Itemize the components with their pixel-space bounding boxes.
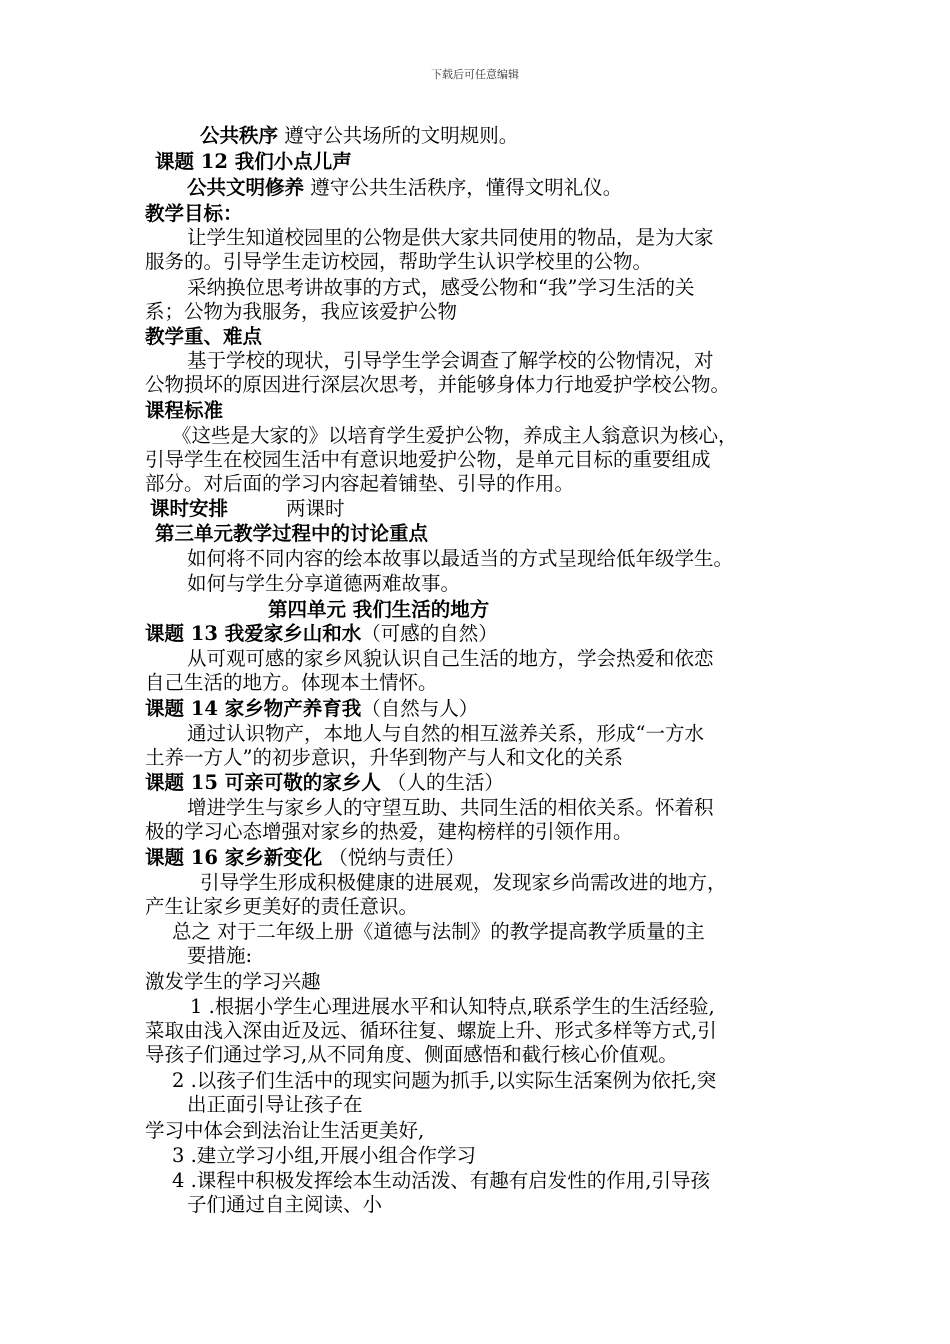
lesson-16-subtitle: （悦纳与责任） bbox=[322, 846, 465, 869]
lesson-13-line-2: 自己生活的地方。体现本土情怀。 bbox=[145, 671, 438, 694]
lesson-13-subtitle: （可感的自然） bbox=[361, 622, 498, 645]
lesson-15-line bbox=[145, 771, 504, 795]
lesson-15-subtitle: （人的生活） bbox=[380, 771, 504, 794]
key-points-line-1: 基于学校的现状，引导学生学会调查了解学校的公物情况，对 bbox=[187, 349, 714, 372]
lesson-13-line bbox=[145, 622, 498, 646]
goals-para-2-line-2: 系；公物为我服务，我应该爱护公物 bbox=[145, 300, 458, 323]
measure-1-line-3: 导孩子们通过学习,从不同角度、侧面感悟和截行核心价值观。 bbox=[145, 1043, 678, 1066]
summary-line-2: 要措施: bbox=[187, 944, 253, 967]
civility-text: 遵守公共生活秩序，懂得文明礼仪。 bbox=[304, 176, 623, 199]
standard-line-1: 《这些是大家的》以培育学生爱护公物，养成主人翁意识为核心， bbox=[172, 424, 738, 447]
public-order-term: 公共秩序 bbox=[200, 124, 279, 147]
civility-line bbox=[187, 176, 622, 200]
lesson-14-line-2: 土养一方人”的初步意识，升华到物产与人和文化的关系 bbox=[145, 746, 623, 769]
measure-2-line-3: 学习中体会到法治让生活更美好, bbox=[145, 1119, 425, 1142]
lesson-13-line-1: 从可观可感的家乡风貌认识自己生活的地方，学会热爱和依恋 bbox=[187, 647, 714, 670]
lesson-15-line-2: 极的学习心态增强对家乡的热爱，建构榜样的引领作用。 bbox=[145, 820, 633, 843]
civility-term: 公共文明修养 bbox=[187, 176, 305, 199]
lesson-14-line bbox=[145, 697, 478, 721]
measure-2-line-1: 2 .以孩子们生活中的现实问题为抓手,以实际生活案例为依托,突 bbox=[172, 1069, 717, 1092]
lesson-14-title: 课题 14 家乡物产养育我 bbox=[145, 697, 362, 720]
measure-2-line-2: 出正面引导让孩子在 bbox=[187, 1093, 363, 1116]
measure-1-line-2: 菜取由浅入深由近及远、循环往复、螺旋上升、形式多样等方式,引 bbox=[145, 1019, 717, 1042]
goals-para-2-line-1: 采纳换位思考讲故事的方式，感受公物和“我”学习生活的关 bbox=[187, 276, 695, 299]
lesson-14-subtitle: （自然与人） bbox=[361, 697, 479, 720]
goals-para-1-line-2: 服务的。引导学生走访校园，帮助学生认识学校里的公物。 bbox=[145, 250, 653, 273]
class-hours-term: 课时安排 bbox=[150, 497, 229, 520]
standard-line-2: 引导学生在校园生活中有意识地爱护公物，是单元目标的重要组成 bbox=[145, 448, 711, 471]
key-points-line-2: 公物损坏的原因进行深层次思考，并能够身体力行地爱护学校公物。 bbox=[145, 373, 731, 396]
page-header: 下载后可任意编辑 bbox=[431, 68, 519, 81]
summary-line-1: 总之 对于二年级上册《道德与法制》的教学提高教学质量的主 bbox=[172, 920, 705, 943]
lesson-12-title: 课题 12 我们小点儿声 bbox=[155, 150, 352, 173]
unit-4-title: 第四单元 我们生活的地方 bbox=[268, 598, 490, 621]
lesson-16-title: 课题 16 家乡新变化 bbox=[145, 846, 323, 869]
lesson-15-title: 课题 15 可亲可敬的家乡人 bbox=[145, 771, 381, 794]
lesson-16-line-2: 产生让家乡更美好的责任意识。 bbox=[145, 895, 419, 918]
unit-3-discussion-heading: 第三单元教学过程中的讨论重点 bbox=[155, 522, 429, 545]
lesson-16-line-1: 引导学生形成积极健康的进展观，发现家乡尚需改进的地方， bbox=[200, 871, 727, 894]
measure-4-line-1: 4 .课程中积极发挥绘本生动活泼、有趣有启发性的作用,引导孩 bbox=[172, 1169, 711, 1192]
interest-heading: 激发学生的学习兴趣 bbox=[145, 970, 321, 993]
measure-3-line: 3 .建立学习小组,开展小组合作学习 bbox=[172, 1144, 477, 1167]
discussion-item-1: 如何将不同内容的绘本故事以最适当的方式呈现给低年级学生。 bbox=[187, 547, 734, 570]
lesson-16-line bbox=[145, 846, 465, 870]
discussion-item-2: 如何与学生分享道德两难故事。 bbox=[187, 572, 461, 595]
lesson-13-title: 课题 13 我爱家乡山和水 bbox=[145, 622, 362, 645]
standard-line-3: 部分。对后面的学习内容起着铺垫、引导的作用。 bbox=[145, 472, 575, 495]
class-hours-value: 两课时 bbox=[286, 497, 345, 520]
public-order-line bbox=[200, 124, 518, 148]
curriculum-standard-heading: 课程标准 bbox=[145, 399, 224, 422]
lesson-15-line-1: 增进学生与家乡人的守望互助、共同生活的相依关系。怀着积 bbox=[187, 796, 714, 819]
key-points-heading: 教学重、难点 bbox=[145, 325, 263, 348]
class-hours-line bbox=[150, 497, 345, 521]
measure-4-line-2: 子们通过自主阅读、小 bbox=[187, 1193, 383, 1216]
lesson-14-line-1: 通过认识物产，本地人与自然的相互滋养关系，形成“一方水 bbox=[187, 722, 704, 745]
public-order-text: 遵守公共场所的文明规则。 bbox=[278, 124, 519, 147]
goals-para-1-line-1: 让学生知道校园里的公物是供大家共同使用的物品，是为大家 bbox=[187, 226, 714, 249]
teaching-goals-heading: 教学目标： bbox=[145, 202, 243, 225]
measure-1-line-1: 1 .根据小学生心理进展水平和认知特点,联系学生的生活经验, bbox=[190, 995, 715, 1018]
